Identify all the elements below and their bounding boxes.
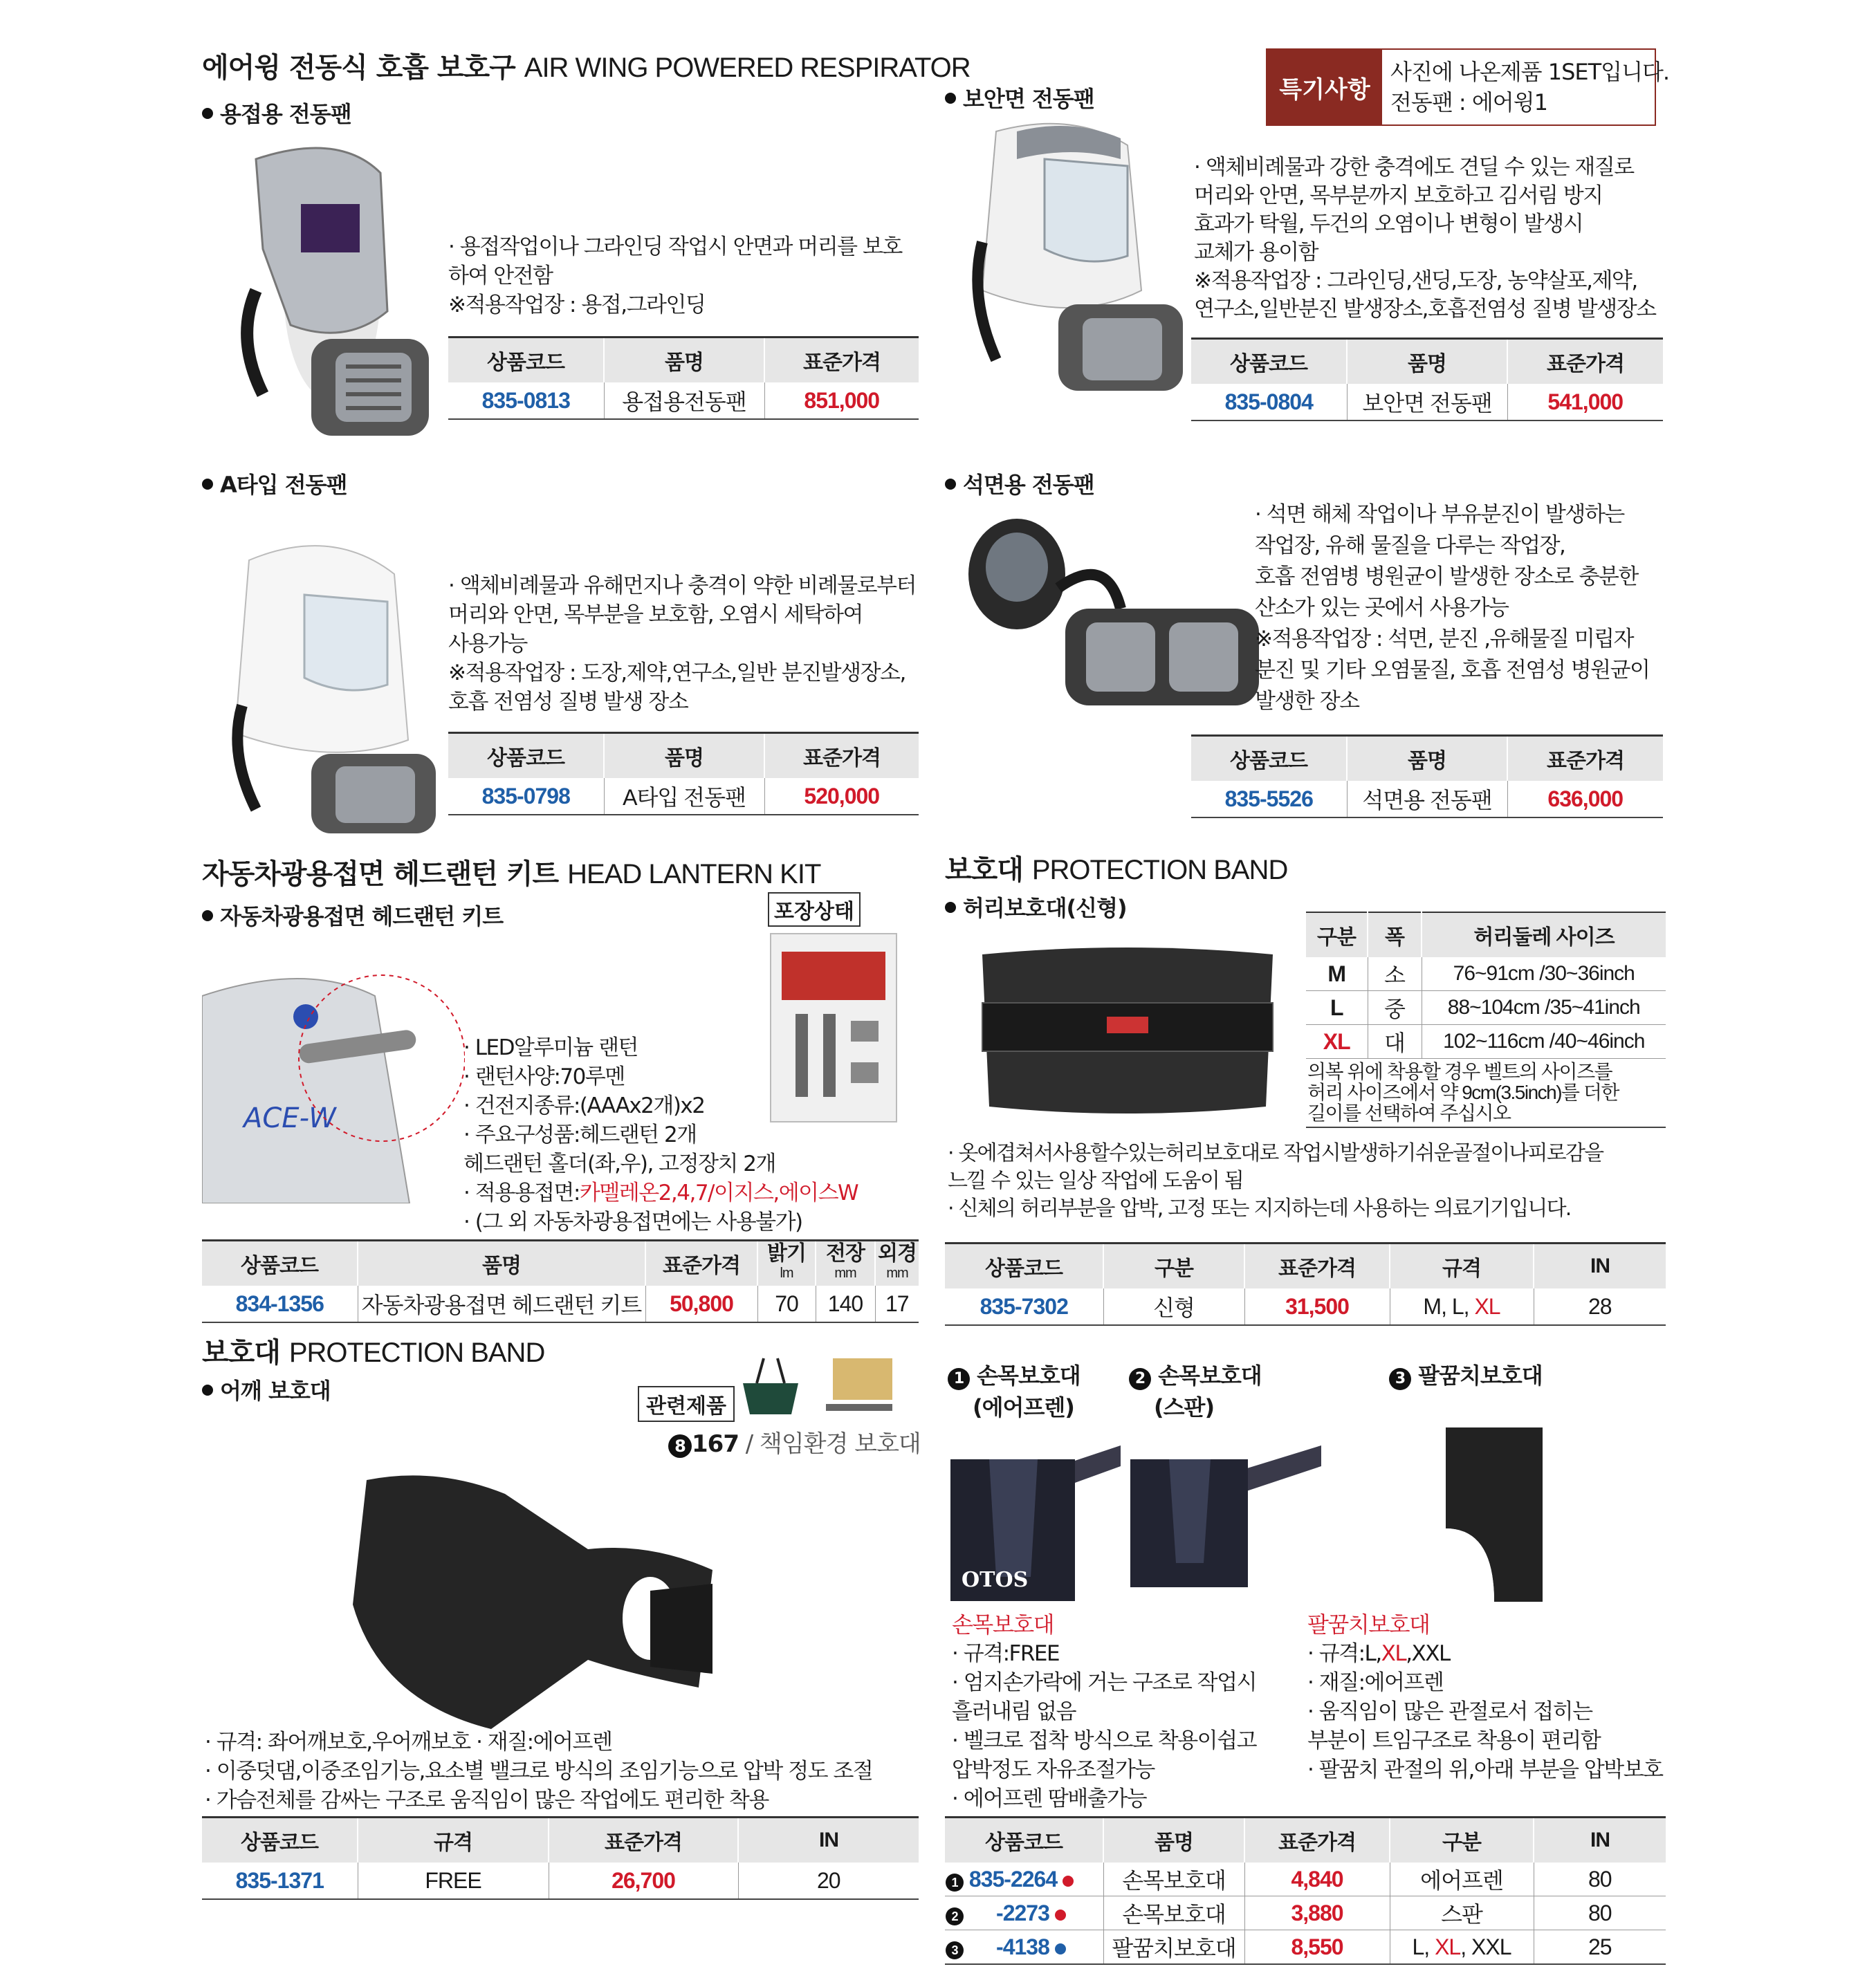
faceshield-fan-table: 상품코드 품명 표준가격 835-0804 보안면 전동팬 541,000 [1191, 338, 1663, 421]
related-products-label: 관련제품 [638, 1386, 735, 1422]
bullet-dot-icon [202, 910, 213, 921]
heading-lantern-kit: 자동차광용접면 헤드랜턴 키트 [202, 899, 503, 931]
heading-asbestos-fan: 석면용 전동팬 [945, 468, 1094, 499]
table-row: L 중 88~104cm /35~41inch [1306, 991, 1666, 1025]
wrist-elbow-table: 상품코드 품명 표준가격 구분 IN 1 835-2264 손목보호대 4,840 에어프렌 80 2 -2273 손목보호대 3,880 스판 80 3 -4138 팔꿈치보호대 8,550 L, XL, XXL 25 [945, 1816, 1666, 1965]
waist-size-table: 구분 폭 허리둘레 사이즈 M 소 76~91cm /30~36inch L 중 88~104cm /35~41inch XL 대 102~116cm /40~46inch 의복 위에 착용할 경우 벨트의 사이즈를 허리 사이즈에서 약 9cm(3.5inch)를 더한 길이를 선택하여 주십시오 [1306, 912, 1666, 1128]
bullet-dot-icon [945, 93, 956, 104]
table-row: 2 -2273 손목보호대 3,880 스판 80 [945, 1896, 1666, 1930]
number-badge-icon: 3 [1389, 1368, 1411, 1390]
asbestos-fan-table: 상품코드 품명 표준가격 835-5526 석면용 전동팬 636,000 [1191, 734, 1663, 818]
waist-section-title: 보호대 PROTECTION BAND [945, 854, 1288, 886]
table-row: 3 -4138 팔꿈치보호대 8,550 L, XL, XXL 25 [945, 1930, 1666, 1965]
number-badge-icon: 1 [948, 1368, 970, 1390]
waist-band-description: · 옷에겹쳐서사용할수있는허리보호대로 작업시발생하기쉬운골절이나피로감을 느낄 수 있는 일상 작업에 도움이 됨 · 신체의 허리부분을 압박, 고정 또는 지지하는데 사용하는 의료기기입니다. [948, 1141, 1603, 1221]
heading-faceshield-fan: 보안면 전동팬 [945, 82, 1094, 113]
shoulder-band-image [325, 1466, 740, 1743]
table-row: 834-1356 자동차광용접면 헤드랜턴 키트 50,800 70 140 17 [202, 1286, 919, 1322]
bullet-dot-icon [202, 479, 213, 490]
atype-fan-image [214, 533, 443, 837]
bullet-dot-icon [202, 1385, 213, 1396]
heading-atype-fan: A타입 전동팬 [202, 468, 347, 499]
table-row: 835-0798 A타입 전동팬 520,000 [448, 778, 919, 815]
related-products-image [736, 1356, 895, 1418]
lantern-description: · LED알루미늄 랜턴 · 랜턴사양:70루멘 · 건전지종류:(AAAx2개)x2 · 주요구성품:헤드랜턴 2개 헤드랜턴 홀더(좌,우), 고정장치 2개 · 적용용접면:카멜레온2,4,7/이지스,에이스W · (그 외 자동차광용접면에는 사용불가) [463, 1035, 858, 1235]
special-notice-line1: 사진에 나온제품 1SET입니다. [1390, 59, 1670, 85]
number-badge-icon: 3 [946, 1941, 964, 1959]
wrist-brand-label: OTOS [962, 1568, 1029, 1592]
bullet-dot-icon [945, 479, 956, 490]
welding-fan-table: 상품코드 품명 표준가격 835-0813 용접용전동팬 851,000 [448, 336, 919, 420]
table-row: 835-5526 석면용 전동팬 636,000 [1191, 781, 1663, 817]
special-notice-box [1266, 48, 1670, 126]
red-dot-icon [1055, 1910, 1066, 1921]
waist-band-table: 상품코드 구분 표준가격 규격 IN 835-7302 신형 31,500 M, L, XL 28 [945, 1242, 1666, 1326]
asbestos-fan-description: · 석면 해체 작업이나 부유분진이 발생하는 작업장, 유해 물질을 다루는 작업장, 호흡 전염병 병원균이 발생한 장소로 충분한 산소가 있는 곳에서 사용가능 ※적용작업장 : 석면, 분진 ,유해물질 미립자 분진 및 기타 오염물질, 호흡 전염성 병원균이 발생한 장소 [1255, 502, 1650, 714]
table-row: 835-0813 용접용전동팬 851,000 [448, 382, 919, 419]
table-row: 835-7302 신형 31,500 M, L, XL 28 [945, 1288, 1666, 1325]
table-row: 1 835-2264 손목보호대 4,840 에어프렌 80 [945, 1863, 1666, 1896]
atype-fan-table: 상품코드 품명 표준가격 835-0798 A타입 전동팬 520,000 [448, 732, 919, 815]
heading-welding-fan: 용접용 전동팬 [202, 97, 351, 129]
number-badge-icon: 2 [946, 1907, 964, 1925]
heading-waist-band: 허리보호대(신형) [945, 891, 1127, 923]
shoulder-band-table: 상품코드 규격 표준가격 IN 835-1371 FREE 26,700 20 [202, 1816, 919, 1900]
bullet-dot-icon [945, 902, 956, 913]
package-label: 포장상태 [768, 892, 861, 927]
elbow-band-description: 팔꿈치보호대 · 규격:L,XL,XXL · 재질:에어프렌 · 움직임이 많은 관절로서 접히는 부분이 트임구조로 착용이 편리함 · 팔꿈치 관절의 위,아래 부분을 압박보호 [1307, 1611, 1663, 1782]
lantern-table: 상품코드 품명 표준가격 밝기 lm 전장 mm 외경 mm 834-1356 자동차광용접면 헤드랜턴 키트 50,800 70 140 17 [202, 1239, 919, 1323]
table-row: 835-1371 FREE 26,700 20 [202, 1863, 919, 1899]
table-row: 835-0804 보안면 전동팬 541,000 [1191, 384, 1663, 420]
respirator-title: 에어윙 전동식 호흡 보호구 AIR WING POWERED RESPIRATOR [202, 52, 971, 84]
heading-shoulder-band: 어깨 보호대 [202, 1374, 331, 1405]
welding-fan-description: · 용접작업이나 그라인딩 작업시 안면과 머리를 보호 하여 안전함 ※적용작업장 : 용접,그라인딩 [448, 234, 902, 317]
label-elbow: 3 팔꿈치보호대 [1389, 1360, 1543, 1392]
number-badge-icon: 2 [1129, 1368, 1151, 1390]
red-dot-icon [1063, 1876, 1074, 1887]
lantern-title: 자동차광용접면 헤드랜턴 키트 HEAD LANTERN KIT [202, 858, 821, 890]
faceshield-fan-image [955, 118, 1190, 394]
shoulder-section-title: 보호대 PROTECTION BAND [202, 1337, 545, 1369]
svg-text:ACE-W: ACE-W [243, 1102, 336, 1134]
label-wrist-airprene: 1 손목보호대 (에어프렌) [948, 1360, 1080, 1423]
special-notice-label: 특기사항 [1267, 50, 1382, 124]
label-wrist-span: 2 손목보호대 (스판) [1129, 1360, 1262, 1423]
related-products-ref[interactable]: 8 167 / 책임환경 보호대 [668, 1425, 921, 1459]
wrist-airprene-image [948, 1418, 1128, 1605]
faceshield-fan-description: · 액체비례물과 강한 충격에도 견딜 수 있는 재질로 머리와 안면, 목부분까지 보호하고 김서림 방지 효과가 탁월, 두건의 오염이나 변형이 발생시 교체가 용이함 ※적용작업장 : 그라인딩,샌딩,도장, 농약살포,제약, 연구소,일반분진 발생장소,호흡전염성 질병 발생장소 [1194, 155, 1656, 322]
blue-dot-icon [1055, 1943, 1066, 1954]
shoulder-band-description: · 규격: 좌어깨보호,우어깨보호 · 재질:에어프렌 · 이중덧댐,이중조임기능,요소별 밸크로 방식의 조임기능으로 압박 정도 조절 · 가슴전체를 감싸는 구조로 움직임이 많은 작업에도 편리한 착용 [205, 1730, 873, 1813]
waist-band-image [968, 941, 1287, 1120]
table-row: XL 대 102~116cm /40~46inch [1306, 1025, 1666, 1059]
elbow-band-image [1439, 1425, 1549, 1605]
table-row: M 소 76~91cm /30~36inch [1306, 957, 1666, 991]
welding-fan-image [208, 131, 436, 443]
asbestos-fan-image [955, 512, 1273, 712]
number-badge-icon: 8 [668, 1434, 692, 1458]
number-badge-icon: 1 [946, 1874, 964, 1892]
bullet-dot-icon [202, 108, 213, 119]
wrist-band-description: 손목보호대 · 규격:FREE · 엄지손가락에 거는 구조로 작업시 흘러내림 없음 · 벨크로 접착 방식으로 착용이쉽고 압박정도 자유조절가능 · 에어프렌 땀배출가능 [952, 1611, 1257, 1811]
wrist-span-image [1128, 1418, 1328, 1591]
atype-fan-description: · 액체비례물과 유해먼지나 충격이 약한 비례물로부터 머리와 안면, 목부분을 보호함, 오염시 세탁하여 사용가능 ※적용작업장 : 도장,제약,연구소,일반 분진발생장소, 호흡 전염성 질병 발생 장소 [448, 573, 916, 714]
waist-size-note: 의복 위에 착용할 경우 벨트의 사이즈를 허리 사이즈에서 약 9cm(3.5inch)를 더한 길이를 선택하여 주십시오 [1306, 1059, 1666, 1128]
lantern-helmet-image [202, 968, 465, 1203]
special-notice-line2: 전동팬 : 에어윙1 [1390, 89, 1547, 115]
